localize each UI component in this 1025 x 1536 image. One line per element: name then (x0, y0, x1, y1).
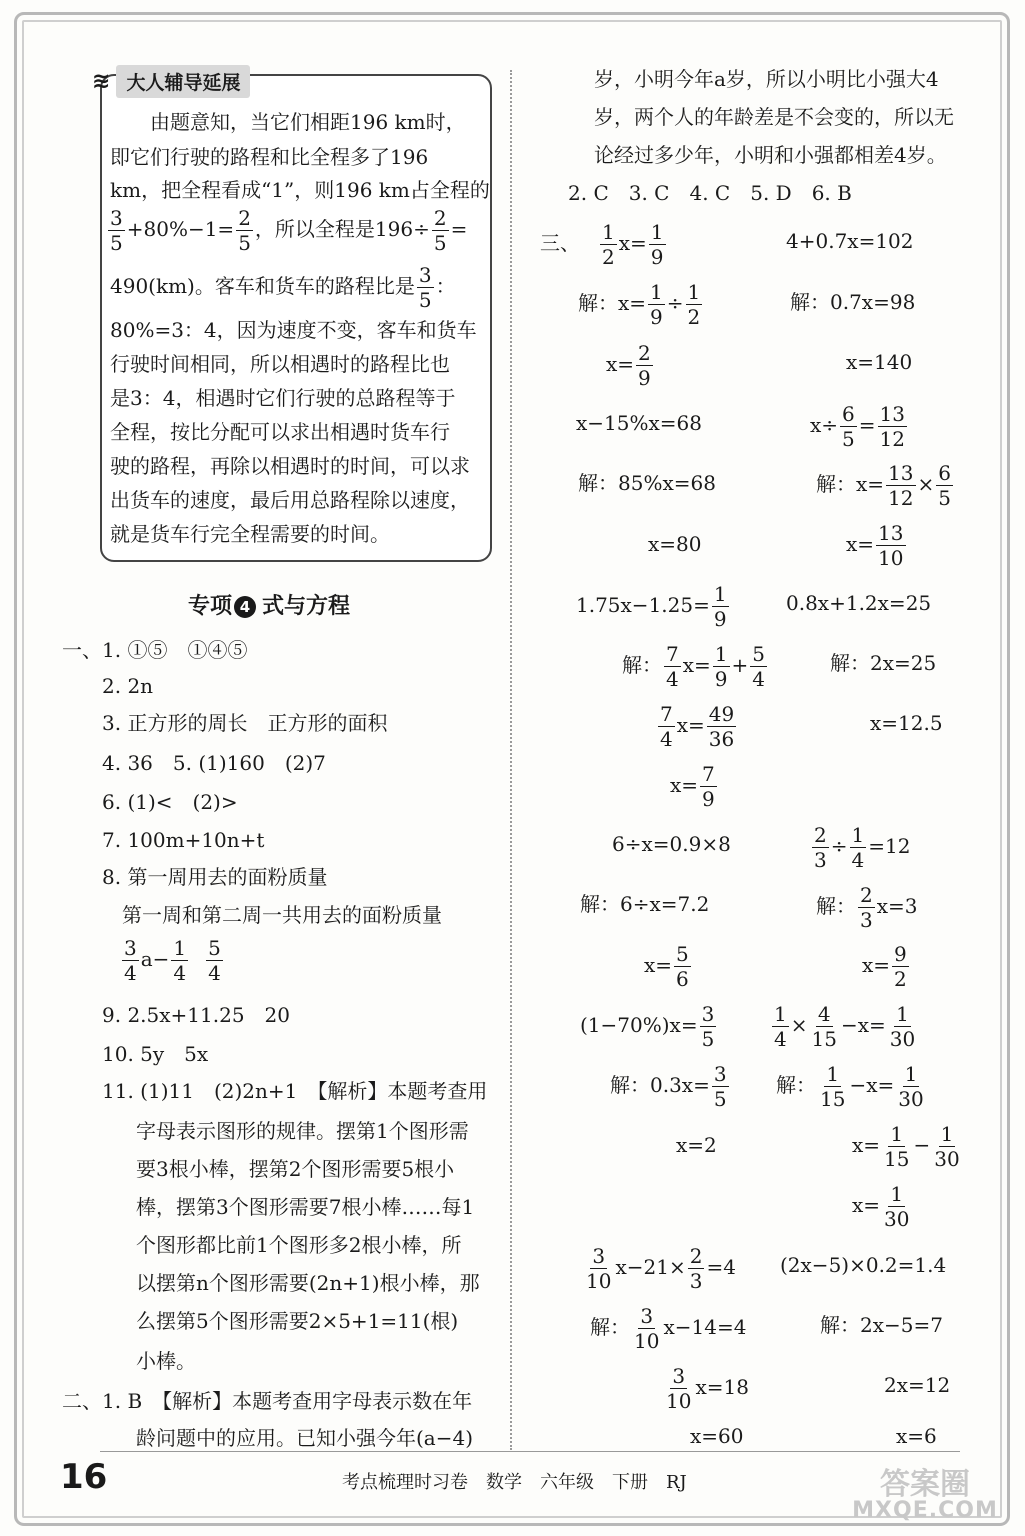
eq4a: 6÷x=0.9×8 (612, 832, 731, 856)
answer-1-1: 一、1. ①⑤ ①④⑤ (62, 638, 248, 662)
box-line-1: 由题意知，当它们相距196 km时， (150, 110, 466, 134)
eq6b-step2: 2x=12 (884, 1373, 951, 1397)
answer-1-11-line4: 棒，摆第3个图形需要7根小棒……每1 (136, 1195, 475, 1219)
footer-rule (100, 1451, 960, 1452)
eq5a-step1: 解：0.3x= $\frac{3}{5}$ (610, 1062, 727, 1111)
answer-1-6: 6. (1)< (2)> (102, 790, 238, 814)
answer-1-11-line7: 么摆第5个图形需要2×5+1=11(根) (136, 1309, 459, 1333)
tutoring-box-title: 大人辅导延展 (116, 65, 250, 98)
answer-1-4-5: 4. 36 5. (1)160 (2)7 (102, 751, 326, 775)
eq4b-step2: x= $\frac{9}{2}$ (862, 942, 907, 991)
box-line-11: 出货车的速度，最后用总路程除以速度， (110, 488, 470, 512)
answer-1-11-line6: 以摆第n个图形需要(2n+1)根小棒，那 (136, 1271, 480, 1295)
answer-1-2: 2. 2n (102, 674, 154, 698)
eq2a-step2: x=80 (648, 532, 702, 556)
answer-1-10: 10. 5y 5x (102, 1042, 209, 1066)
eq3a-step3: x= $\frac{7}{9}$ (670, 762, 715, 811)
eq1b-step1: 解：0.7x=98 (790, 290, 916, 314)
answer-1-9: 9. 2.5x+11.25 20 (102, 1003, 290, 1027)
eq1b: 4+0.7x=102 (786, 229, 914, 253)
answer-1-8: 8. 第一周用去的面粉质量 (102, 865, 328, 889)
answer-1-8-expression: $\frac{3}{4}$ a− $\frac{1}{4}$ $\frac{5}{4}$ (124, 936, 221, 985)
eq5b-step2: x= $\frac{1}{15}$ − $\frac{1}{30}$ (852, 1122, 960, 1171)
answer-1-8-line2: 第一周和第二周一共用去的面粉质量 (122, 903, 442, 927)
eq5b-step1: 解： $\frac{1}{15}$ −x= $\frac{1}{30}$ (776, 1062, 924, 1111)
box-line-4: $\frac{3}{5}$ +80%−1= $\frac{2}{5}$ ，所以全程是196÷ $\frac{2}{5}$ = (110, 206, 468, 255)
answer-2-1-line5: 论经过多少年，小明和小强都相差4岁。 (594, 143, 947, 167)
eq4b: $\frac{2}{3}$ ÷ $\frac{1}{4}$ =12 (814, 823, 911, 872)
answer-2-1-line2: 龄问题中的应用。已知小强今年(a−4) (136, 1426, 474, 1450)
eq3b-step1: 解：2x=25 (830, 651, 937, 675)
eq1a: 三、 $\frac{1}{2}$ x= $\frac{1}{9}$ (540, 220, 664, 269)
box-line-9: 全程，按比分配可以求出相遇时货车行 (110, 420, 450, 444)
answer-2-2-6: 2. C 3. C 4. C 5. D 6. B (568, 181, 852, 205)
eq4b-step1: 解： $\frac{2}{3}$ x=3 (816, 883, 918, 932)
eq6a: $\frac{3}{10}$ x−21× $\frac{2}{3}$ =4 (586, 1244, 736, 1293)
eq5a: (1−70%)x= $\frac{3}{5}$ (580, 1002, 715, 1051)
eq3b: 0.8x+1.2x=25 (786, 591, 932, 615)
box-line-10: 驶的路程，再除以相遇时的时间，可以求 (110, 454, 470, 478)
eq2b-step2: x= $\frac{13}{10}$ (846, 521, 904, 570)
eq1a-step1: 解：x= $\frac{1}{9}$ ÷ $\frac{1}{2}$ (578, 280, 701, 329)
eq2b-step1: 解：x= $\frac{13}{12}$ × $\frac{6}{5}$ (816, 461, 951, 510)
footer-text: 考点梳理时习卷 数学 六年级 下册 RJ (342, 1472, 687, 1493)
tutoring-box-header (92, 66, 250, 96)
answer-1-11-line8: 小棒。 (136, 1349, 196, 1373)
eq6b-step1: 解：2x−5=7 (820, 1313, 943, 1337)
section-number-badge: 4 (234, 596, 256, 618)
eq1b-step2: x=140 (846, 350, 913, 374)
eq6a-step1: 解： $\frac{3}{10}$ x−14=4 (590, 1304, 747, 1353)
answer-2-1-line3: 岁，小明今年a岁，所以小明比小强大4 (594, 67, 939, 91)
box-line-2: 即它们行驶的路程和比全程多了196 (110, 145, 429, 169)
box-line-6: 80%=3：4，因为速度不变，客车和货车 (110, 318, 477, 342)
box-line-8: 是3：4，相遇时它们行驶的总路程等于 (110, 386, 456, 410)
answer-1-11-line3: 要3根小棒，摆第2个图形需要5根小 (136, 1157, 455, 1181)
column-divider (510, 70, 512, 1450)
page-number: 16 (60, 1457, 108, 1497)
answer-1-11: 11. (1)11 (2)2n+1 【解析】本题考查用 (102, 1079, 488, 1103)
eq1a-step2: x= $\frac{2}{9}$ (606, 341, 651, 390)
section-title: 专项 4 式与方程 (188, 594, 351, 619)
eq6a-step2: $\frac{3}{10}$ x=18 (666, 1364, 749, 1413)
eq5b: $\frac{1}{4}$ × $\frac{4}{15}$ −x= $\frac{1}{30}$ (774, 1002, 916, 1051)
wave-icon: ≋ (92, 68, 111, 94)
eq3a-step2: $\frac{7}{4}$ x= $\frac{49}{36}$ (660, 702, 735, 751)
answer-1-11-line5: 个图形都比前1个图形多2根小棒，所 (136, 1233, 462, 1257)
answer-1-7: 7. 100m+10n+t (102, 828, 265, 852)
eq5b-step3: x= $\frac{1}{30}$ (852, 1182, 910, 1231)
answer-2-1-line4: 岁，两个人的年龄差是不会变的，所以无 (594, 105, 954, 129)
box-line-7: 行驶时间相同，所以相遇时的路程比也 (110, 352, 450, 376)
answer-1-11-line2: 字母表示图形的规律。摆第1个图形需 (136, 1119, 469, 1143)
eq4a-step2: x= $\frac{5}{6}$ (644, 942, 689, 991)
eq6b: (2x−5)×0.2=1.4 (780, 1253, 947, 1277)
answer-1-3: 3. 正方形的周长 正方形的面积 (102, 711, 388, 735)
eq4a-step1: 解：6÷x=7.2 (580, 892, 710, 916)
eq3a-step1: 解： $\frac{7}{4}$ x= $\frac{1}{9}$ + $\frac{5}{4}$ (622, 642, 766, 691)
eq2a: x−15%x=68 (576, 411, 702, 435)
box-line-5: 490(km)。客车和货车的路程比是 $\frac{3}{5}$ ： (110, 263, 456, 312)
answer-2-1: 二、1. B 【解析】本题考查用字母表示数在年 (62, 1389, 473, 1413)
box-line-12: 就是货车行完全程需要的时间。 (110, 522, 390, 546)
eq5a-step2: x=2 (676, 1133, 717, 1157)
eq2b: x÷ $\frac{6}{5}$ = $\frac{13}{12}$ (810, 402, 905, 451)
eq3b-step2: x=12.5 (870, 711, 943, 735)
eq3a: 1.75x−1.25= $\frac{1}{9}$ (576, 582, 727, 631)
watermark-logo: 答案圈 MXQE.COM (852, 1467, 998, 1523)
eq6b-step3: x=6 (896, 1424, 937, 1448)
box-line-3: km，把全程看成“1”，则196 km占全程的 (110, 178, 490, 202)
eq6a-step3: x=60 (690, 1424, 744, 1448)
eq2a-step1: 解：85%x=68 (578, 471, 716, 495)
